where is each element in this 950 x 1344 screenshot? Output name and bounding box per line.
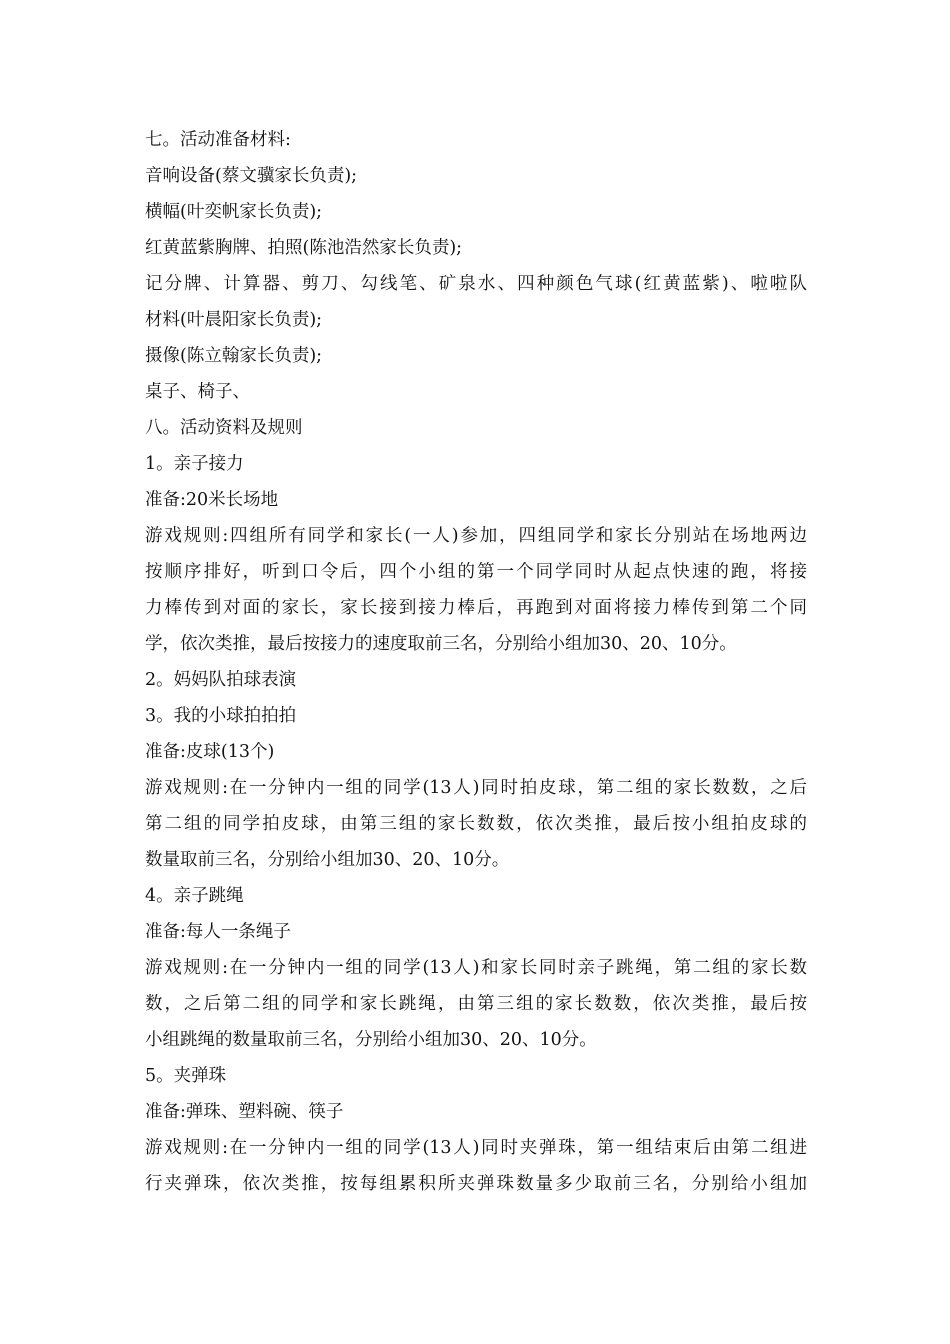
- activity-rules: 游戏规则:四组所有同学和家长(一人)参加，四组同学和家长分别站在场地两边: [145, 526, 807, 546]
- activity-rules: 游戏规则:在一分钟内一组的同学(13人)同时夹弹珠，第一组结束后由第二组进: [145, 1138, 807, 1158]
- activity-rules: 数量取前三名，分别给小组加30、20、10分。: [145, 850, 510, 870]
- material-item: 记分牌、计算器、剪刀、勾线笔、矿泉水、四种颜色气球(红黄蓝紫)、啦啦队: [145, 274, 807, 294]
- activity-title: 2。妈妈队拍球表演: [145, 670, 297, 690]
- material-item: 红黄蓝紫胸牌、拍照(陈池浩然家长负责);: [145, 238, 463, 258]
- activity-rules: 学，依次类推，最后按接力的速度取前三名，分别给小组加30、20、10分。: [145, 634, 737, 654]
- activity-preparation: 准备:20米长场地: [145, 490, 279, 510]
- activity-rules: 力棒传到对面的家长，家长接到接力棒后，再跑到对面将接力棒传到第二个同: [145, 598, 807, 618]
- section-heading: 七。活动准备材料:: [145, 130, 291, 150]
- material-item-continued: 材料(叶晨阳家长负责);: [145, 310, 323, 330]
- document-body: [145, 122, 807, 1202]
- activity-rules: 按顺序排好，听到口令后，四个小组的第一个同学同时从起点快速的跑，将接: [145, 562, 807, 582]
- activity-rules: 游戏规则:在一分钟内一组的同学(13人)和家长同时亲子跳绳，第二组的家长数: [145, 958, 807, 978]
- activity-rules: 小组跳绳的数量取前三名，分别给小组加30、20、10分。: [145, 1030, 597, 1050]
- activity-rules: 第二组的同学拍皮球，由第三组的家长数数，依次类推，最后按小组拍皮球的: [145, 814, 807, 834]
- activity-rules: 游戏规则:在一分钟内一组的同学(13人)同时拍皮球，第二组的家长数数，之后: [145, 778, 807, 798]
- section-heading: 八。活动资料及规则: [145, 418, 303, 438]
- activity-title: 4。亲子跳绳: [145, 886, 244, 906]
- activity-rules: 行夹弹珠，依次类推，按每组累积所夹弹珠数量多少取前三名，分别给小组加: [145, 1174, 807, 1194]
- activity-title: 5。夹弹珠: [145, 1066, 227, 1086]
- material-item: 摄像(陈立翰家长负责);: [145, 346, 323, 366]
- activity-preparation: 准备:弹珠、塑料碗、筷子: [145, 1102, 344, 1122]
- material-item: 桌子、椅子、: [145, 382, 250, 402]
- activity-title: 3。我的小球拍拍拍: [145, 706, 297, 726]
- activity-preparation: 准备:每人一条绳子: [145, 922, 291, 942]
- activity-title: 1。亲子接力: [145, 454, 244, 474]
- activity-preparation: 准备:皮球(13个): [145, 742, 275, 762]
- material-item: 音响设备(蔡文骥家长负责);: [145, 166, 358, 186]
- material-item: 横幅(叶奕帆家长负责);: [145, 202, 323, 222]
- activity-rules: 数，之后第二组的同学和家长跳绳，由第三组的家长数数，依次类推，最后按: [145, 994, 807, 1014]
